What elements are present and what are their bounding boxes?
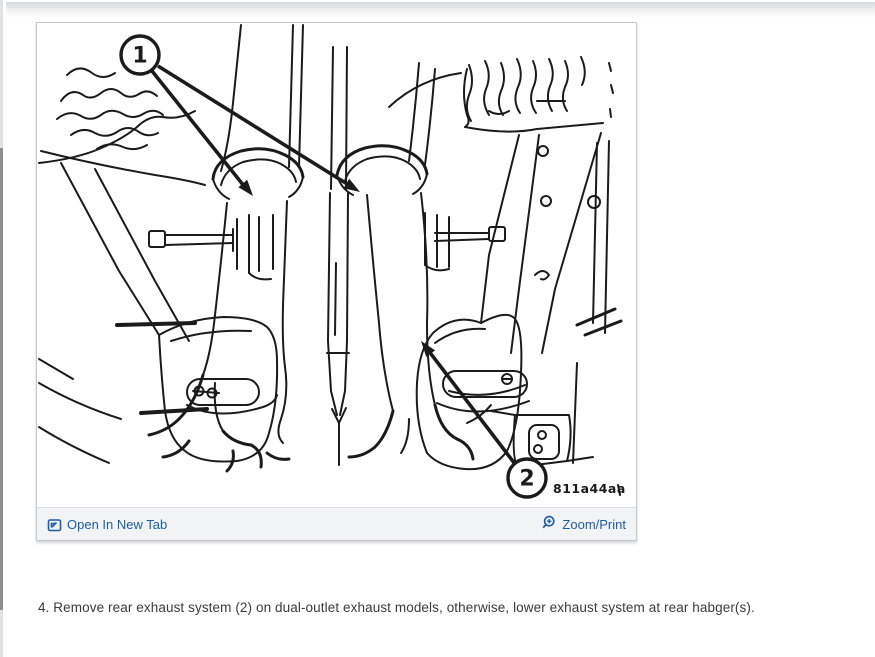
callout-1 bbox=[121, 36, 159, 74]
figure-toolbar bbox=[37, 507, 636, 540]
instruction-step: 4. Remove rear exhaust system (2) on dual-outlet exhaust models, otherwise, lower exhaust system at rear habger(s). bbox=[38, 600, 755, 615]
exhaust-diagram bbox=[37, 23, 636, 507]
left-scrollbar-track[interactable] bbox=[0, 0, 3, 657]
figure-code: 811a44aa bbox=[553, 481, 626, 496]
open-in-new-tab-icon bbox=[47, 517, 62, 532]
top-divider bbox=[6, 2, 875, 8]
callout-1-label: 1 bbox=[132, 43, 148, 69]
zoom-in-icon bbox=[542, 515, 557, 530]
left-scrollbar-thumb[interactable] bbox=[0, 148, 3, 610]
zoom-print-link[interactable] bbox=[542, 517, 626, 532]
open-in-new-tab-link[interactable] bbox=[47, 517, 167, 532]
callout-2-label: 2 bbox=[519, 466, 535, 492]
callout-2 bbox=[508, 459, 546, 497]
open-in-new-tab-label: Open In New Tab bbox=[67, 516, 168, 532]
figure-viewer-card bbox=[36, 22, 637, 541]
figure-area bbox=[37, 23, 636, 507]
zoom-print-label: Zoom/Print bbox=[562, 516, 626, 532]
